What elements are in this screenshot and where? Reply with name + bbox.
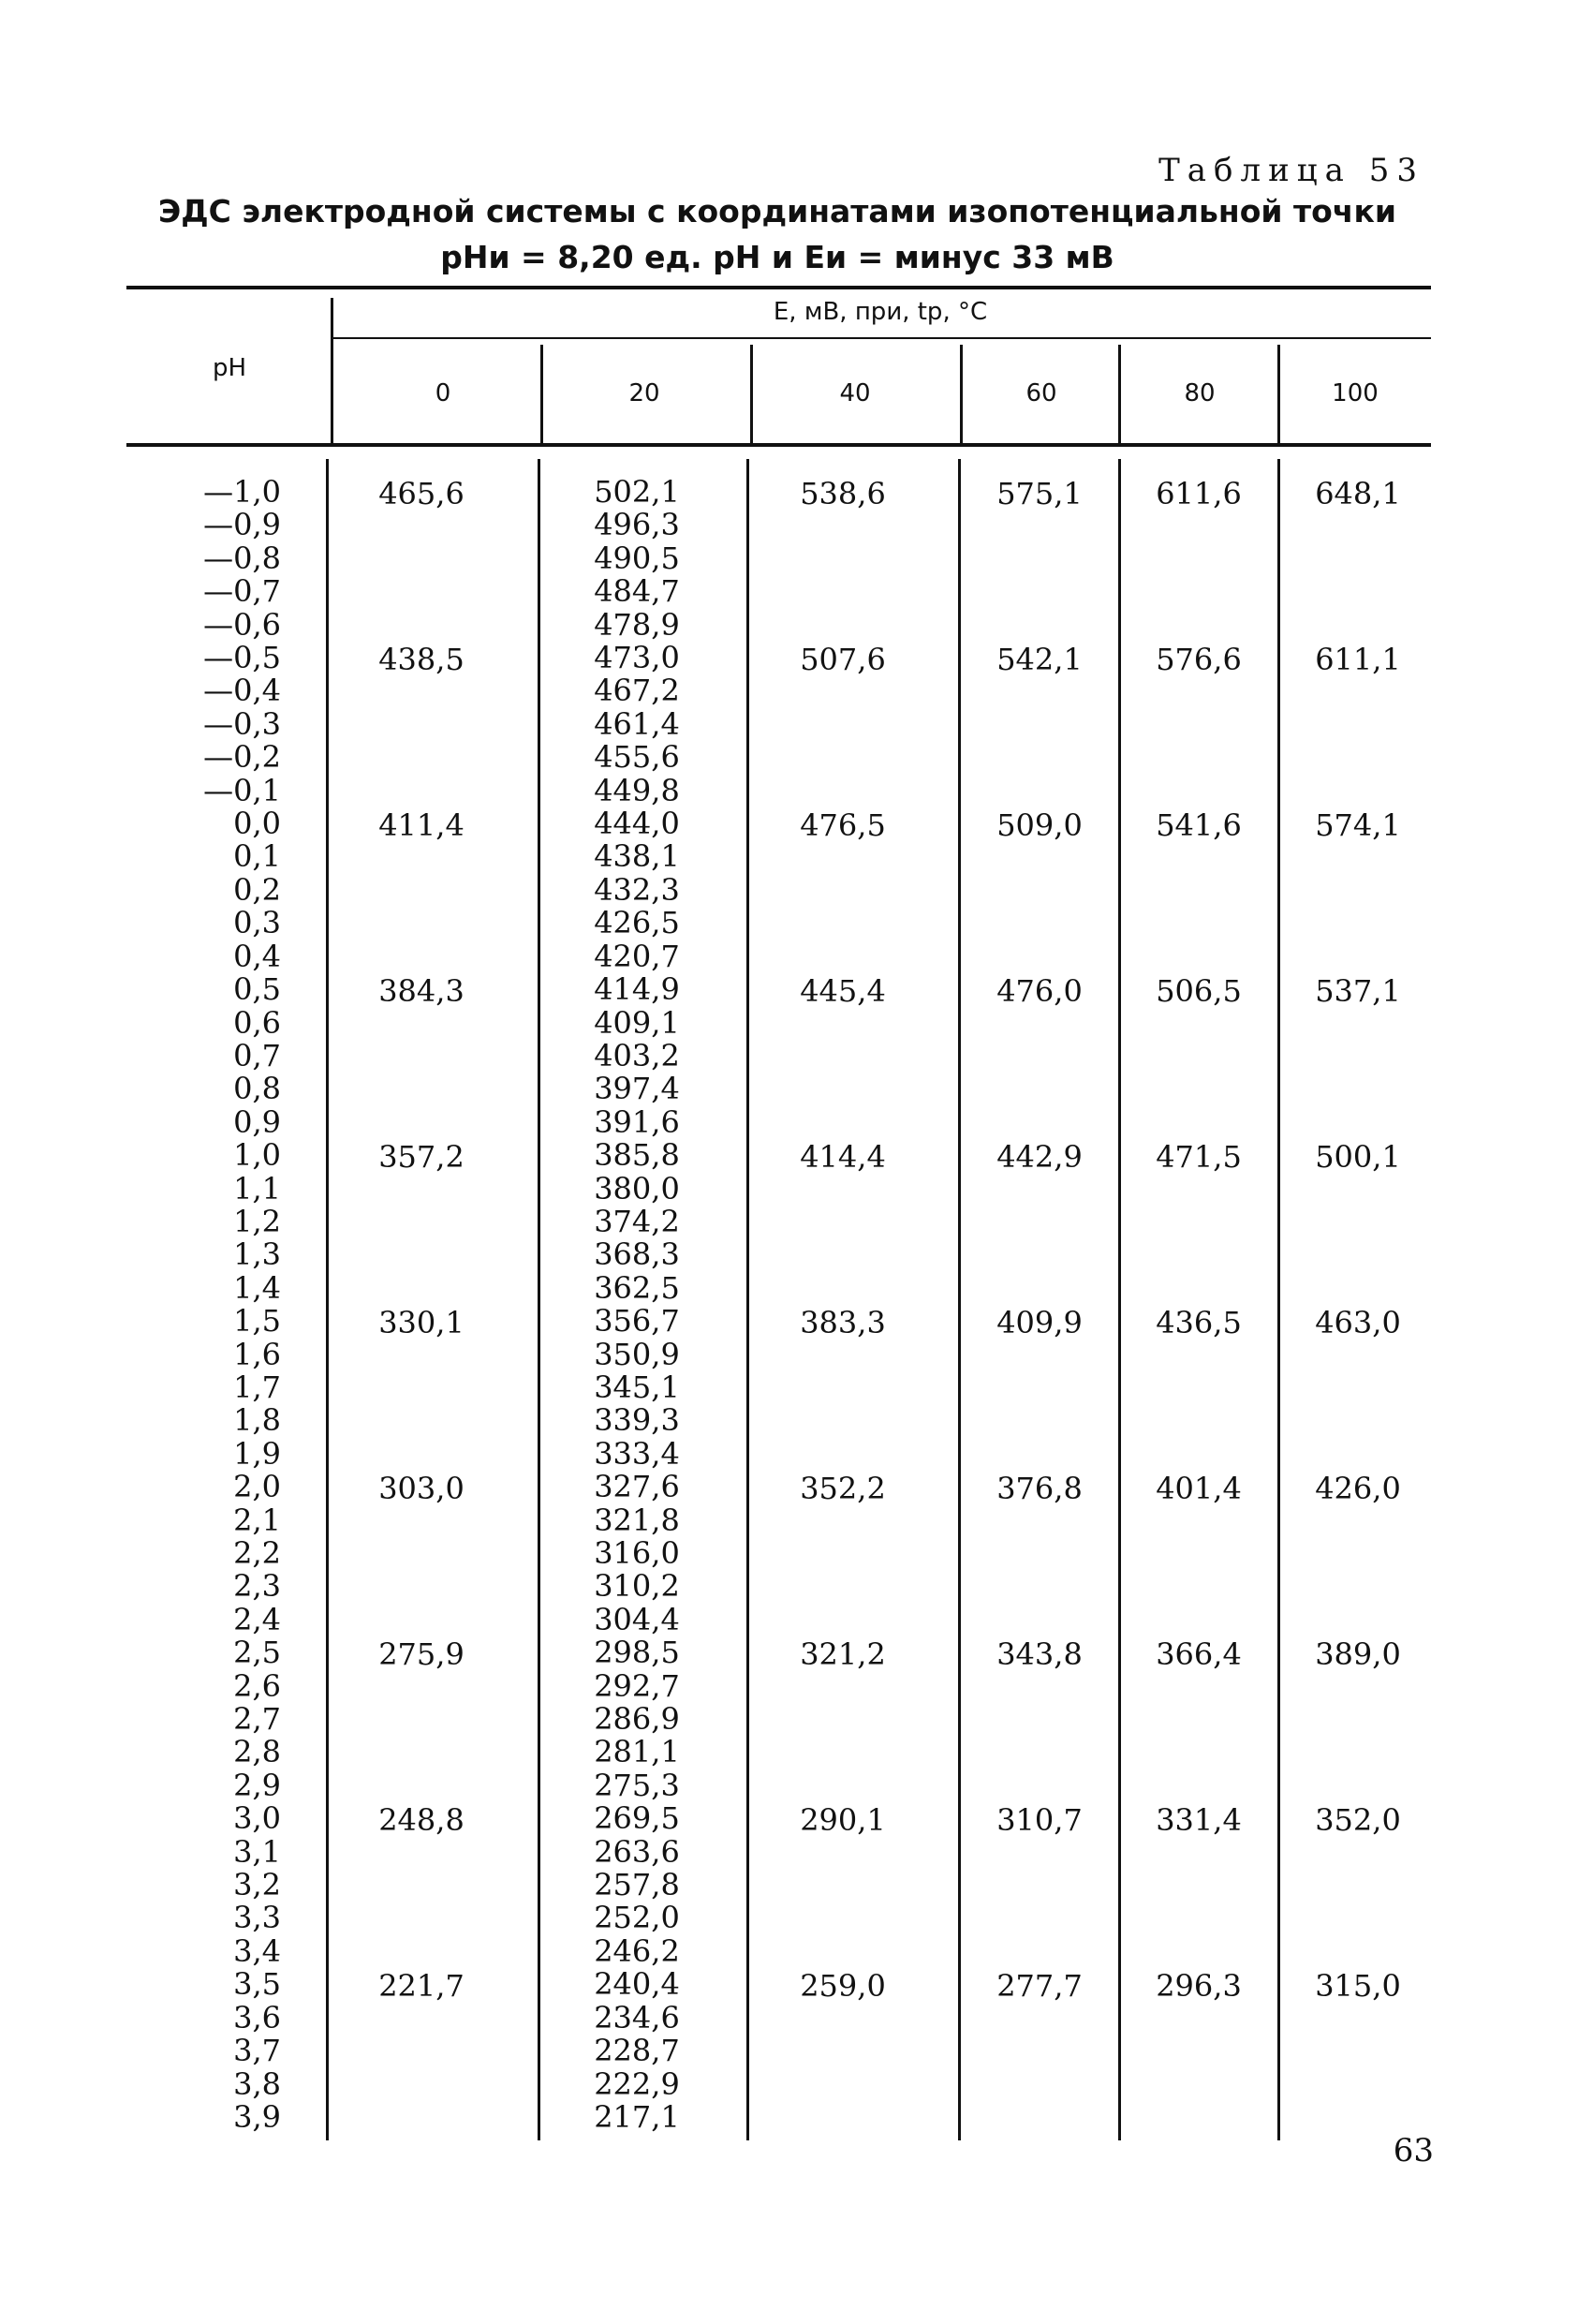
e-20-value: 461,4 [594,705,680,742]
e-20-value: 432,3 [594,871,680,908]
e-0-value: 330,1 [378,1305,465,1340]
e-60-value: 575,1 [996,476,1083,511]
ph-value: —0,4 [203,673,281,709]
ph-value: 2,8 [233,1734,281,1770]
e-20-value: 368,3 [594,1236,680,1273]
ph-value: 2,5 [233,1635,281,1671]
e-20-value: 310,2 [594,1568,680,1605]
e-20-value: 321,8 [594,1502,680,1538]
e-80-value: 401,4 [1156,1471,1242,1506]
top-rule [126,286,1431,289]
body-divider [1277,459,1280,2140]
e-80-value: 471,5 [1156,1139,1242,1175]
e-100-value: 463,0 [1315,1305,1401,1340]
ph-value: 0,9 [233,1103,281,1140]
ph-value: 0,3 [233,905,281,941]
ph-value: 1,9 [233,1435,281,1472]
e-20-value: 252,0 [594,1900,680,1936]
e-20-value: 327,6 [594,1469,680,1505]
e-20-value: 356,7 [594,1303,680,1340]
ph-value: 3,9 [233,2098,281,2135]
e-60-value: 542,1 [996,642,1083,677]
temp-header-40: 40 [839,379,871,407]
e-60-value: 509,0 [996,807,1083,843]
e-20-value: 449,8 [594,772,680,808]
e-0-value: 303,0 [378,1471,465,1506]
ph-value: 0,1 [233,838,281,875]
e-20-value: 403,2 [594,1037,680,1073]
e-80-value: 541,6 [1156,807,1242,843]
e-20-value: 409,1 [594,1004,680,1041]
ph-value: 3,2 [233,1867,281,1903]
ph-value: 2,2 [233,1535,281,1571]
e-60-value: 376,8 [996,1471,1083,1506]
ph-value: 1,3 [233,1236,281,1273]
e-20-value: 397,4 [594,1071,680,1107]
ph-value: 0,4 [233,938,281,974]
e-20-value: 304,4 [594,1601,680,1637]
e-60-value: 409,9 [996,1305,1083,1340]
ph-value: 3,6 [233,1999,281,2035]
ph-value: 1,5 [233,1303,281,1340]
e-80-value: 436,5 [1156,1305,1242,1340]
e-100-value: 426,0 [1315,1471,1401,1506]
e-40-value: 259,0 [800,1968,886,2004]
e-20-value: 496,3 [594,507,680,543]
ph-value: 0,0 [233,806,281,842]
e-20-value: 263,6 [594,1833,680,1870]
ph-value: 2,4 [233,1601,281,1637]
ph-value: —0,7 [203,573,281,610]
ph-value: 2,7 [233,1701,281,1738]
e-20-value: 414,9 [594,971,680,1008]
header-divider [331,298,333,443]
e-20-value: 345,1 [594,1369,680,1405]
e-20-value: 478,9 [594,606,680,643]
page-number: 63 [1393,2132,1434,2169]
ph-value: 3,3 [233,1900,281,1936]
e-0-value: 221,7 [378,1968,465,2004]
e-20-value: 333,4 [594,1435,680,1472]
e-20-value: 502,1 [594,474,680,510]
e-20-value: 339,3 [594,1402,680,1439]
ph-value: —0,5 [203,640,281,676]
e-20-value: 484,7 [594,573,680,610]
e-20-value: 240,4 [594,1966,680,2003]
e-0-value: 275,9 [378,1636,465,1672]
ph-value: —1,0 [203,474,281,510]
ph-value: 2,0 [233,1469,281,1505]
ph-value: 3,5 [233,1966,281,2003]
ph-value: 1,8 [233,1402,281,1439]
body-divider [326,459,329,2140]
e-20-value: 490,5 [594,540,680,576]
group-header-rule [332,337,1431,339]
e-20-value: 292,7 [594,1667,680,1704]
e-80-value: 366,4 [1156,1636,1242,1672]
e-80-value: 576,6 [1156,642,1242,677]
ph-value: 0,6 [233,1004,281,1041]
e-60-value: 310,7 [996,1802,1083,1838]
e-20-value: 269,5 [594,1800,680,1837]
header-divider [540,345,543,443]
ph-value: 1,1 [233,1170,281,1206]
e-0-value: 384,3 [378,973,465,1009]
e-20-value: 286,9 [594,1701,680,1738]
e-40-value: 383,3 [800,1305,886,1340]
e-20-value: 257,8 [594,1867,680,1903]
ph-value: —0,8 [203,540,281,576]
ph-value: 1,4 [233,1269,281,1306]
e-80-value: 611,6 [1156,476,1242,511]
e-40-value: 476,5 [800,807,886,843]
e-20-value: 281,1 [594,1734,680,1770]
e-40-value: 290,1 [800,1802,886,1838]
ph-value: 0,8 [233,1071,281,1107]
header-divider [1277,345,1280,443]
e-40-value: 352,2 [800,1471,886,1506]
header-divider [750,345,753,443]
e-100-value: 648,1 [1315,476,1401,511]
ph-value: 3,4 [233,1932,281,1969]
ph-value: —0,9 [203,507,281,543]
e-20-value: 298,5 [594,1635,680,1671]
e-20-value: 473,0 [594,640,680,676]
table-number: Таблица 53 [1158,152,1424,189]
temp-header-60: 60 [1025,379,1057,407]
body-divider [746,459,749,2140]
e-100-value: 537,1 [1315,973,1401,1009]
ph-value: —0,6 [203,606,281,643]
e-20-value: 316,0 [594,1535,680,1571]
temp-header-80: 80 [1184,379,1216,407]
header-divider [960,345,963,443]
e-20-column [562,476,712,2134]
e-100-value: 315,0 [1315,1968,1401,2004]
ph-value: 2,6 [233,1667,281,1704]
e-20-value: 362,5 [594,1269,680,1306]
ph-header: pH [212,354,247,382]
e-80-value: 296,3 [1156,1968,1242,2004]
e-0-value: 465,6 [378,476,465,511]
e-80-value: 506,5 [1156,973,1242,1009]
e-20-value: 444,0 [594,806,680,842]
e-20-value: 420,7 [594,938,680,974]
ph-value: 1,7 [233,1369,281,1405]
e-80-value: 331,4 [1156,1802,1242,1838]
e-20-value: 385,8 [594,1137,680,1174]
temp-header-100: 100 [1332,379,1379,407]
e-60-value: 343,8 [996,1636,1083,1672]
ph-value: 3,1 [233,1833,281,1870]
e-20-value: 228,7 [594,2033,680,2069]
ph-value: 3,8 [233,2065,281,2102]
e-20-value: 467,2 [594,673,680,709]
e-20-value: 438,1 [594,838,680,875]
e-60-value: 476,0 [996,973,1083,1009]
e-20-value: 455,6 [594,739,680,776]
e-20-value: 391,6 [594,1103,680,1140]
ph-value: 2,3 [233,1568,281,1605]
e-40-value: 445,4 [800,973,886,1009]
ph-value: 0,7 [233,1037,281,1073]
ph-value: 1,2 [233,1203,281,1239]
ph-value: —0,2 [203,739,281,776]
ph-value: 0,5 [233,971,281,1008]
e-20-value: 374,2 [594,1203,680,1239]
e-40-value: 321,2 [800,1636,886,1672]
ph-value: 3,0 [233,1800,281,1837]
e-60-value: 442,9 [996,1139,1083,1175]
ph-value: 3,7 [233,2033,281,2069]
ph-value: 1,6 [233,1336,281,1372]
e-0-value: 438,5 [378,642,465,677]
ph-value: 2,9 [233,1767,281,1803]
e-20-value: 234,6 [594,1999,680,2035]
temp-header-0: 0 [435,379,451,407]
e-100-value: 500,1 [1315,1139,1401,1175]
body-divider [538,459,540,2140]
e-100-value: 389,0 [1315,1636,1401,1672]
e-100-value: 352,0 [1315,1802,1401,1838]
temp-header-20: 20 [628,379,660,407]
e-40-value: 507,6 [800,642,886,677]
table-subtitle: pHи = 8,20 ед. pH и Eи = минус 33 мВ [440,239,1114,275]
e-0-value: 357,2 [378,1139,465,1175]
body-divider [958,459,961,2140]
e-100-value: 611,1 [1315,642,1401,677]
group-header: E, мВ, при, tр, °С [773,298,988,326]
e-20-value: 426,5 [594,905,680,941]
ph-value: —0,3 [203,705,281,742]
e-20-value: 222,9 [594,2065,680,2102]
e-100-value: 574,1 [1315,807,1401,843]
e-0-value: 411,4 [378,807,465,843]
e-20-value: 246,2 [594,1932,680,1969]
e-60-value: 277,7 [996,1968,1083,2004]
ph-column [140,476,281,2134]
table-title: ЭДС электродной системы с координатами изопотенциальной точки [158,193,1396,229]
e-20-value: 350,9 [594,1336,680,1372]
ph-value: 1,0 [233,1137,281,1174]
e-40-value: 538,6 [800,476,886,511]
ph-value: 2,1 [233,1502,281,1538]
e-0-value: 248,8 [378,1802,465,1838]
e-20-value: 275,3 [594,1767,680,1803]
e-20-value: 217,1 [594,2098,680,2135]
header-bottom-rule [126,443,1431,447]
e-40-value: 414,4 [800,1139,886,1175]
ph-value: —0,1 [203,772,281,808]
body-divider [1118,459,1121,2140]
header-divider [1118,345,1121,443]
ph-value: 0,2 [233,871,281,908]
e-20-value: 380,0 [594,1170,680,1206]
